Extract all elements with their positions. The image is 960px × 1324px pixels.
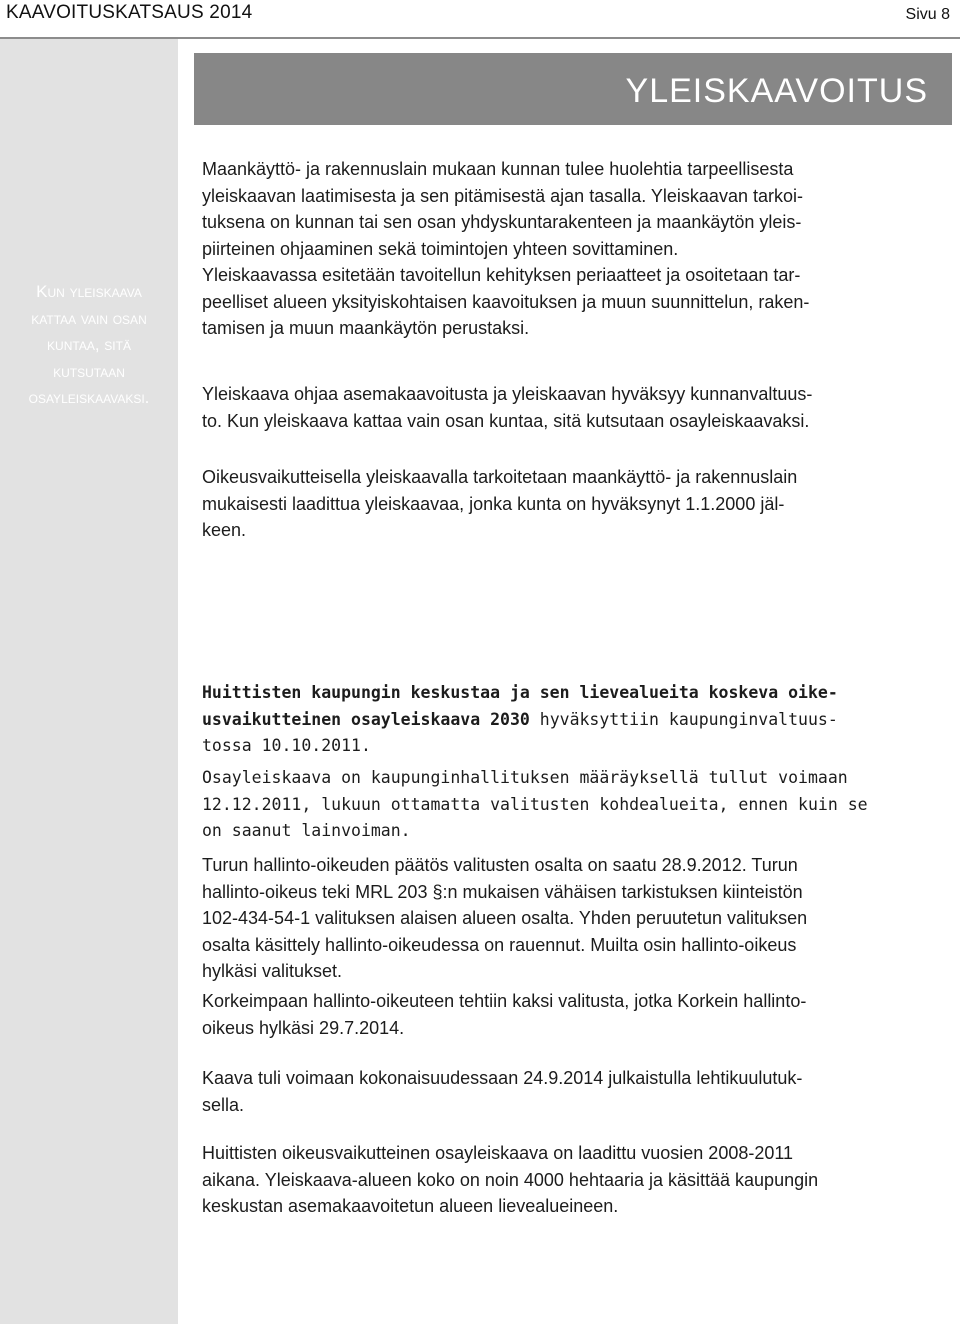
paragraph-intro [202, 156, 809, 342]
text-line: peelliset alueen yksityiskohtaisen kaavoituksen ja muun suunnittelun, raken- [202, 291, 810, 312]
section-title: YLEISKAAVOITUS [625, 72, 928, 110]
text-line: yleiskaavan laatimisesta ja sen pitämisestä ajan tasalla. Yleiskaavan tarkoi- [202, 185, 803, 206]
text-line: oikeus hylkäsi 29.7.2014. [202, 1017, 405, 1038]
page-header [0, 0, 960, 36]
text-line: Korkeimpaan hallinto-oikeuteen tehtiin kaksi valitusta, jotka Korkein hallinto- [202, 991, 807, 1011]
sidebar-pullquote [0, 279, 178, 412]
paragraph-definition [202, 464, 797, 544]
text-line: Maankäyttö- ja rakennuslain mukaan kunnan tulee huolehtia tarpeellisesta [202, 159, 794, 179]
document-title: KAAVOITUSKATSAUS 2014 [6, 2, 253, 23]
text-line: Huittisten oikeusvaikutteinen osayleiskaava on laadittu vuosien 2008-2011 [202, 1143, 794, 1163]
text-line: 12.12.2011, lukuun ottamatta valitusten kohdealueita, ennen kuin se [202, 794, 868, 814]
text-line: Turun hallinto-oikeuden päätös valitusten osalta on saatu 28.9.2012. Turun [202, 855, 798, 875]
text-line: keen. [202, 520, 247, 540]
text-line: to. Kun yleiskaava kattaa vain osan kuntaa, sitä kutsutaan osayleiskaavaksi. [202, 410, 810, 431]
paragraph-effective [202, 1065, 802, 1118]
pullquote-line: kattaa vain osan [31, 308, 147, 328]
paragraph-approval [202, 381, 812, 434]
text-line: piirteinen ohjaaminen sekä toimintojen yhteen sovittaminen. [202, 238, 679, 259]
text-line: hylkäsi valitukset. [202, 961, 343, 981]
paragraph-summary [202, 1140, 818, 1220]
text-line: osalta käsittely hallinto-oikeudessa on rauennut. Muilta osin hallinto-oikeus [202, 934, 797, 955]
pullquote-line: osayleiskaavaksi. [28, 388, 150, 407]
paragraph-in-force [202, 765, 868, 845]
text-line: sella. [202, 1094, 245, 1115]
paragraph-court [202, 852, 807, 985]
text-line: mukaisesti laadittua yleiskaavaa, jonka kunta on hyväksynyt 1.1.2000 jäl- [202, 493, 785, 514]
text-line: tamisen ja muun maankäytön perustaksi. [202, 318, 530, 338]
plan-name-bold: usvaikutteinen osayleiskaava 2030 [202, 709, 530, 729]
text-line: Osayleiskaava on kaupunginhallituksen määräyksellä tullut voimaan [202, 768, 848, 787]
text-line: hallinto-oikeus teki MRL 203 §:n mukaisen vähäisen tarkistuksen kiinteistön [202, 881, 803, 902]
paragraph-plan-approval [202, 680, 838, 760]
text-line: tossa 10.10.2011. [202, 736, 371, 755]
page-number: Sivu 8 [905, 6, 950, 23]
text-line: Kaava tuli voimaan kokonaisuudessaan 24.9.2014 julkaistulla lehtikuulutuk- [202, 1068, 803, 1088]
text-line: on saanut lainvoiman. [202, 821, 411, 840]
pullquote-line: kutsutaan [53, 361, 125, 381]
text-line: keskustan asemakaavoitetun alueen lievealueineen. [202, 1196, 619, 1216]
text-line: Oikeusvaikutteisella yleiskaavalla tarkoitetaan maankäyttö- ja rakennuslain [202, 467, 798, 487]
text-line: tuksena on kunnan tai sen osan yhdyskuntarakenteen ja maankäytön yleis- [202, 212, 802, 232]
text-line: aikana. Yleiskaava-alueen koko on noin 4000 hehtaaria ja käsittää kaupungin [202, 1169, 819, 1190]
sidebar [0, 39, 178, 1324]
text-fragment: hyväksyttiin kaupunginvaltuus- [529, 709, 838, 729]
paragraph-supreme-court [202, 988, 806, 1041]
pullquote-line: kuntaa, sitä [47, 335, 131, 354]
pullquote-line: Kun yleiskaava [36, 282, 142, 301]
text-line: Yleiskaavassa esitetään tavoitellun kehityksen periaatteet ja osoitetaan tar- [202, 265, 801, 285]
plan-name-bold: Huittisten kaupungin keskustaa ja sen lievealueita koskeva oike- [202, 683, 838, 702]
text-line: 102-434-54-1 valituksen alaisen alueen osalta. Yhden peruutetun valituksen [202, 908, 808, 928]
text-line: Yleiskaava ohjaa asemakaavoitusta ja yleiskaavan hyväksyy kunnanvaltuus- [202, 384, 813, 404]
section-banner [194, 53, 952, 125]
